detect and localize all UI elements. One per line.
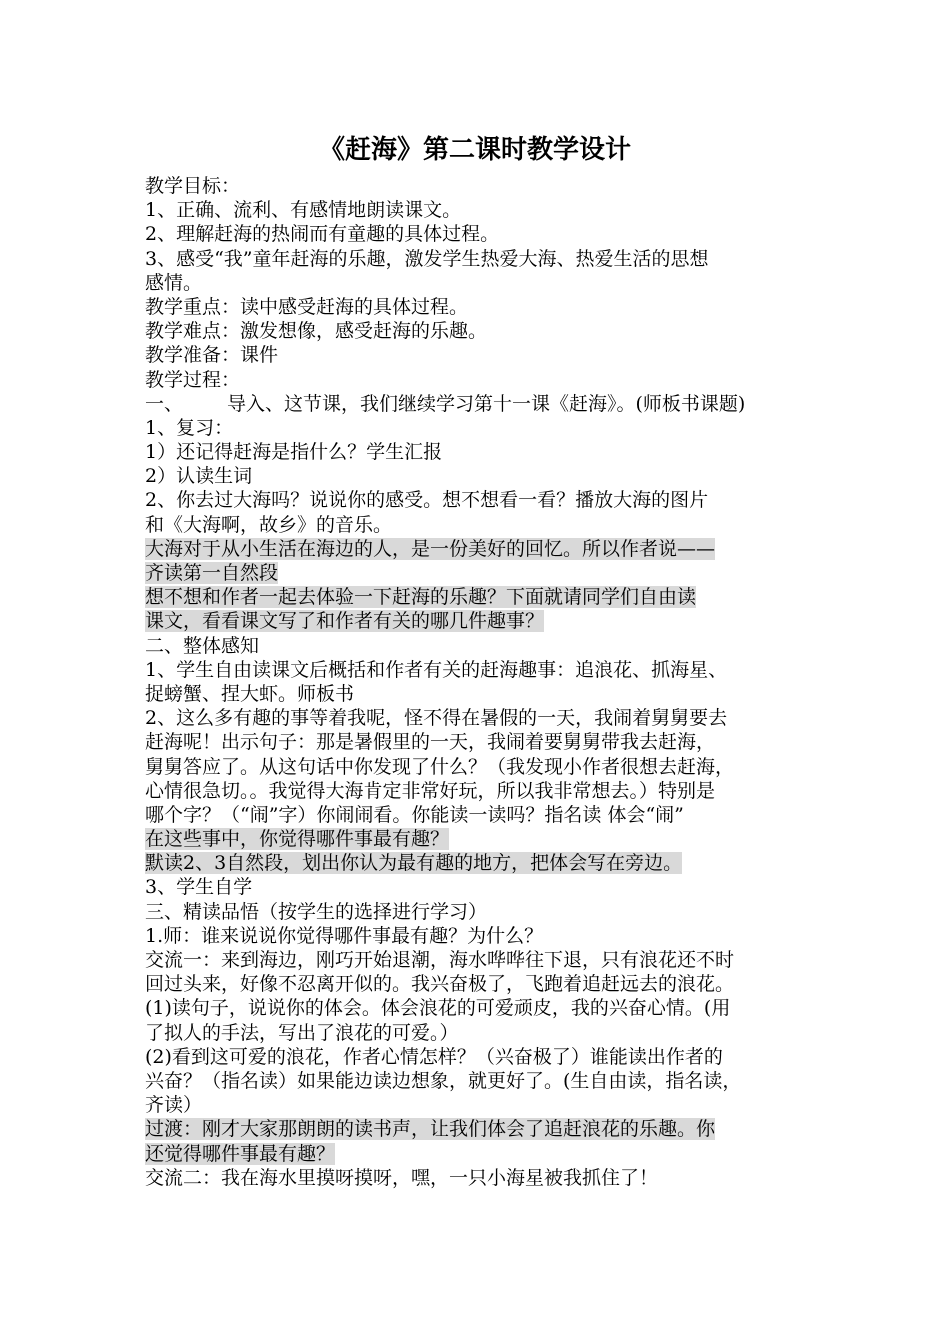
text-line xyxy=(145,174,815,198)
line-text: 2、这么多有趣的事等着我呢，怪不得在暑假的一天，我闹着舅舅要去 xyxy=(145,707,728,730)
line-text: 教学重点：读中感受赶海的具体过程。 xyxy=(145,295,469,318)
highlighted-text: 齐读第一自然段 xyxy=(145,562,279,584)
text-line xyxy=(145,392,815,416)
text-line xyxy=(145,609,815,633)
text-line xyxy=(145,1093,815,1117)
highlighted-text: 默读2、3自然段，划出你认为最有趣的地方，把体会写在旁边。 xyxy=(145,852,683,875)
text-line xyxy=(145,368,815,392)
text-line xyxy=(145,634,815,658)
document-body xyxy=(145,174,815,1190)
text-line xyxy=(145,851,815,875)
highlighted-text: 在这些事中，你觉得哪件事最有趣？ xyxy=(145,828,450,851)
text-line xyxy=(145,440,815,464)
text-line xyxy=(145,1021,815,1045)
text-line xyxy=(145,513,815,537)
text-line xyxy=(145,803,815,827)
text-line xyxy=(145,585,815,609)
text-line xyxy=(145,730,815,754)
line-text: 回过头来，好像不忍离开似的。我兴奋极了，飞跑着追赶远去的浪花。 xyxy=(145,973,735,996)
line-text: 1、正确、流利、有感情地朗读课文。 xyxy=(145,199,462,222)
line-text: (1)读句子，说说你的体会。体会浪花的可爱顽皮，我的兴奋心情。(用 xyxy=(145,997,731,1020)
line-text: 1、学生自由读课文后概括和作者有关的赶海趣事：追浪花、抓海星、 xyxy=(145,658,728,681)
text-line xyxy=(145,416,815,440)
highlighted-text: 还觉得哪件事最有趣？ xyxy=(145,1142,336,1165)
text-line xyxy=(145,827,815,851)
text-line xyxy=(145,1166,815,1190)
text-line xyxy=(145,1142,815,1166)
text-line xyxy=(145,875,815,899)
text-line xyxy=(145,682,815,706)
line-text: 交流二：我在海水里摸呀摸呀，嘿，一只小海星被我抓住了！ xyxy=(145,1166,659,1189)
text-line xyxy=(145,1069,815,1093)
text-line xyxy=(145,561,815,585)
text-line xyxy=(145,996,815,1020)
text-line xyxy=(145,343,815,367)
text-line xyxy=(145,900,815,924)
line-text: 赶海呢！出示句子：那是暑假里的一天，我闹着要舅舅带我去赶海， xyxy=(145,731,716,754)
text-line xyxy=(145,488,815,512)
line-text: 哪个字？（“闹”字）你闹闹看。你能读一读吗？指名读 体会“闹” xyxy=(145,803,684,826)
line-text: 1.师：谁来说说你觉得哪件事最有趣？为什么？ xyxy=(145,924,544,947)
text-line xyxy=(145,948,815,972)
text-line xyxy=(145,537,815,561)
document-title: 《赶海》第二课时教学设计 xyxy=(318,135,631,165)
line-text: 教学难点：激发想像，感受赶海的乐趣。 xyxy=(145,320,488,343)
text-line xyxy=(145,706,815,730)
line-text: 教学过程： xyxy=(145,368,241,391)
text-line xyxy=(145,1045,815,1069)
highlighted-text: 课文，看看课文写了和作者有关的哪几件趣事？ xyxy=(145,610,545,633)
line-text: 导入、这节课，我们继续学习第十一课《赶海》。(师板书课题) xyxy=(227,392,746,415)
highlighted-text: 过渡：刚才大家那朗朗的读书声，让我们体会了追赶浪花的乐趣。你 xyxy=(145,1118,716,1141)
line-text: 三、精读品悟（按学生的选择进行学习） xyxy=(145,900,488,923)
line-text: 3、学生自学 xyxy=(145,876,253,899)
line-text: 2、你去过大海吗？说说你的感受。想不想看一看？播放大海的图片 xyxy=(145,489,709,512)
text-line xyxy=(145,271,815,295)
text-line xyxy=(145,755,815,779)
line-text: 心情很急切。。我觉得大海肯定非常好玩，所以我非常想去。）特别是 xyxy=(145,779,716,802)
text-line xyxy=(145,247,815,271)
text-line xyxy=(145,924,815,948)
text-line xyxy=(145,658,815,682)
line-text: 了拟人的手法，写出了浪花的可爱。） xyxy=(145,1021,459,1044)
line-text: 2、理解赶海的热闹而有童趣的具体过程。 xyxy=(145,223,500,246)
line-text: 捉螃蟹、捏大虾。师板书 xyxy=(145,682,355,705)
text-line xyxy=(145,1117,815,1141)
text-line xyxy=(145,972,815,996)
line-text: 和《大海啊，故乡》的音乐。 xyxy=(145,513,393,536)
list-marker: 一、 xyxy=(145,392,184,415)
text-line xyxy=(145,198,815,222)
line-text: 3、感受“我”童年赶海的乐趣，激发学生热爱大海、热爱生活的思想 xyxy=(145,247,709,270)
line-text: 舅舅答应了。从这句话中你发现了什么？（我发现小作者很想去赶海， xyxy=(145,755,735,778)
text-line xyxy=(145,779,815,803)
line-text: 1、复习： xyxy=(145,416,234,439)
text-line xyxy=(145,295,815,319)
line-text: 交流一：来到海边，刚巧开始退潮，海水哗哗往下退，只有浪花还不时 xyxy=(145,949,735,971)
text-line xyxy=(145,222,815,246)
line-text: 教学准备：课件 xyxy=(145,344,279,367)
line-text: 齐读） xyxy=(145,1094,203,1117)
highlighted-text: 大海对于从小生活在海边的人，是一份美好的回忆。所以作者说—— xyxy=(145,537,716,560)
highlighted-text: 想不想和作者一起去体验一下赶海的乐趣？下面就请同学们自由读 xyxy=(145,586,697,609)
line-text: (2)看到这可爱的浪花，作者心情怎样？（兴奋极了）谁能读出作者的 xyxy=(145,1045,723,1068)
line-text: 2）认读生词 xyxy=(145,465,253,488)
line-text: 二、整体感知 xyxy=(145,634,260,657)
text-line xyxy=(145,319,815,343)
line-text: 1）还记得赶海是指什么？学生汇报 xyxy=(145,441,443,464)
text-line xyxy=(145,464,815,488)
line-text: 教学目标： xyxy=(145,175,241,197)
line-text: 感情。 xyxy=(145,271,203,294)
line-text: 兴奋？（指名读）如果能边读边想象，就更好了。(生自由读，指名读， xyxy=(145,1069,742,1092)
